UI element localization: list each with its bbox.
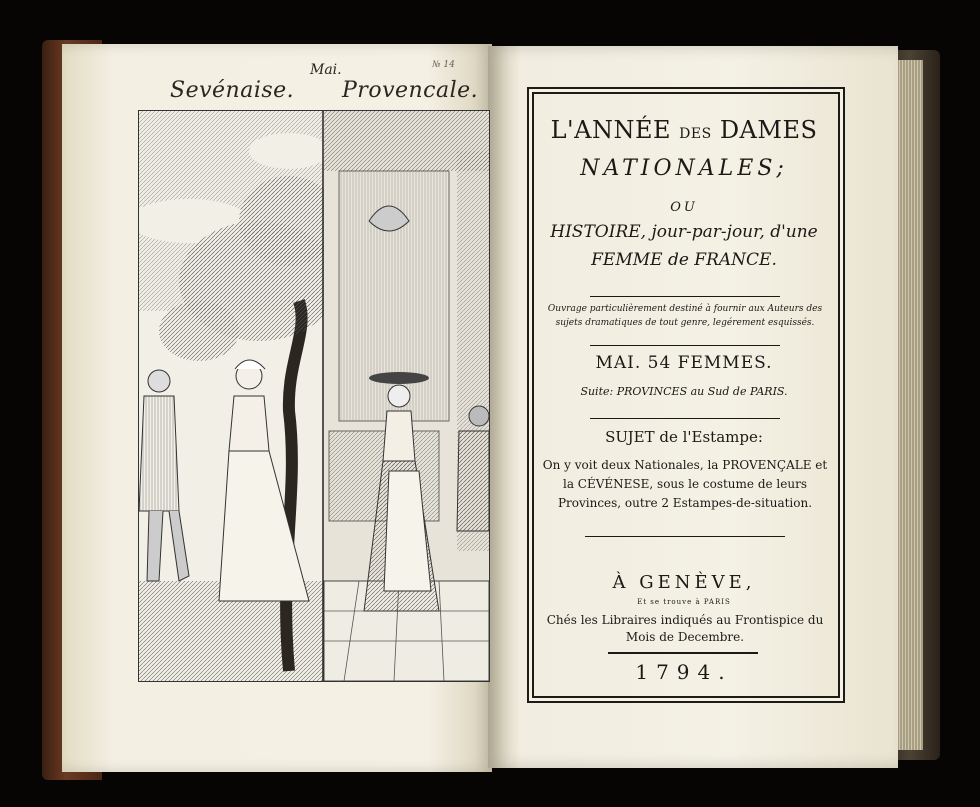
divider-rule	[590, 418, 780, 419]
plate-right-caption: Provencale.	[342, 78, 479, 103]
plate-left-caption: Sevénaise.	[170, 78, 295, 103]
title-word-annee: L'ANNÉE	[550, 116, 671, 144]
plate-month-label: Mai.	[310, 62, 342, 78]
title-word-dames: DAMES	[719, 116, 818, 144]
plate-description: On y voit deux Nationales, la PROVENÇALE et la CÉVÉNESE, sous le costume de leurs Provinces, outre 2 Estampes-de-situation.	[542, 458, 828, 510]
engraving-illustration	[139, 111, 489, 681]
title-word-des: DES	[679, 126, 712, 142]
purpose-statement: Ouvrage particulièrement destiné à fournir aux Auteurs des sujets dramatiques de tout genre, legérement esquissés.	[547, 304, 823, 328]
plate-caption	[150, 62, 490, 108]
frontispiece-engraving	[138, 110, 490, 682]
divider-rule	[590, 296, 780, 297]
continuation-note: Suite: PROVINCES au Sud de PARIS.	[580, 385, 788, 398]
imprint-place: À GENÈVE,	[612, 572, 756, 593]
plate-corner-mark: № 14	[432, 60, 455, 70]
volume-label: MAI. 54 FEMMES.	[595, 353, 773, 373]
title-line-1	[532, 116, 836, 144]
imprint-found-note: Et se trouve à PARIS	[637, 598, 731, 606]
divider-rule	[608, 652, 758, 654]
subtitle-line-2: FEMME de FRANCE.	[591, 250, 777, 270]
imprint-year: 1794.	[635, 660, 733, 684]
divider-rule	[590, 345, 780, 346]
title-conjunction: OU	[670, 200, 698, 215]
plate-heading: SUJET de l'Estampe:	[605, 428, 763, 446]
imprint-sellers: Chés les Libraires indiqués au Frontispice du Mois de Decembre.	[546, 613, 824, 644]
subtitle-line-1: HISTOIRE, jour-par-jour, d'une	[550, 222, 818, 242]
title-line-2: NATIONALES;	[580, 156, 788, 181]
divider-rule	[585, 536, 785, 537]
